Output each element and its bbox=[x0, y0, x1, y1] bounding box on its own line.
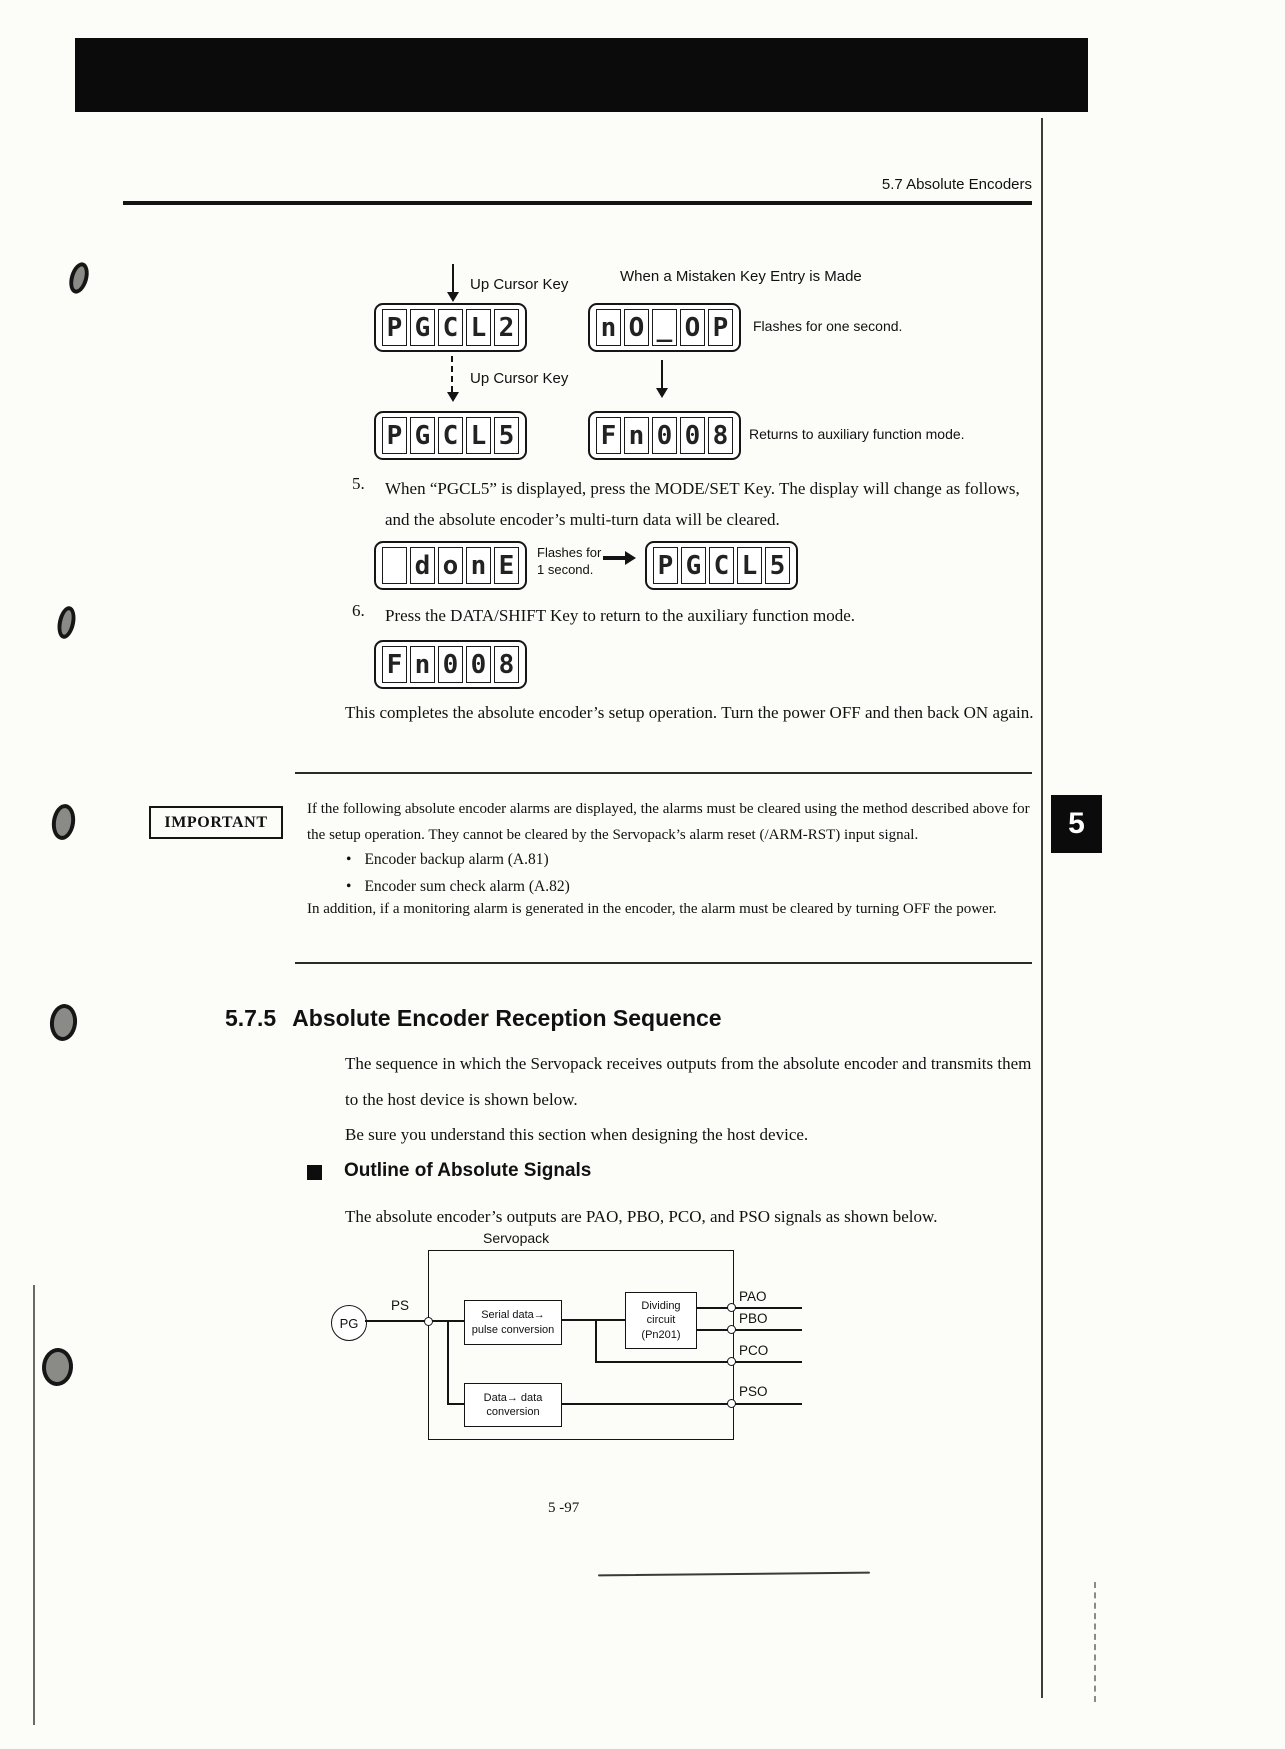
binding-artifact-3 bbox=[50, 803, 78, 842]
seven-segment-display-pgcl2 bbox=[374, 303, 527, 352]
arrow-head bbox=[625, 551, 636, 565]
connector-line-ps bbox=[365, 1320, 464, 1322]
pco-label: PCO bbox=[739, 1343, 769, 1358]
section-number: 5.7.5 bbox=[225, 1005, 277, 1031]
down-arrow-icon bbox=[446, 264, 460, 302]
bullet-text: Encoder backup alarm (A.81) bbox=[364, 851, 549, 868]
step5-text: When “PGCL5” is displayed, press the MODE/SET Key. The display will change as follows, and the absolute encoder’s multi-turn data will be cleared. bbox=[385, 479, 1020, 529]
header-rule bbox=[123, 201, 1032, 205]
connector-line-pso bbox=[562, 1403, 802, 1405]
data-box-line1: Data→ data bbox=[483, 1391, 543, 1404]
mistaken-entry-title: When a Mistaken Key Entry is Made bbox=[620, 268, 862, 285]
segment-char-cell: 5 bbox=[494, 417, 519, 454]
segment-char-cell bbox=[382, 547, 407, 584]
page-edge-line bbox=[1041, 118, 1043, 1698]
dividing-circuit-box bbox=[625, 1292, 697, 1349]
section-paragraph-1: The sequence in which the Servopack receives outputs from the absolute encoder and transmits them to the host device is shown below. bbox=[345, 1054, 1032, 1109]
bullet-text: Encoder sum check alarm (A.82) bbox=[364, 878, 570, 895]
connector-line-pco bbox=[595, 1361, 802, 1363]
segment-char-cell: F bbox=[596, 417, 621, 454]
arrow-shaft bbox=[452, 264, 454, 292]
flashes-1s-line1: Flashes for bbox=[537, 545, 602, 560]
bullet-icon: • bbox=[346, 851, 352, 868]
page-header-band bbox=[75, 38, 1088, 112]
seven-segment-display-fn008 bbox=[588, 411, 741, 460]
important-bullet-1 bbox=[346, 851, 549, 869]
step6-text: Press the DATA/SHIFT Key to return to the auxiliary function mode. bbox=[385, 606, 855, 625]
segment-char-cell: C bbox=[438, 417, 463, 454]
segment-char-cell: 2 bbox=[494, 309, 519, 346]
connector-line-branch-vert bbox=[447, 1321, 449, 1404]
segment-char-cell: O bbox=[624, 309, 649, 346]
running-header: 5.7 Absolute Encoders bbox=[881, 176, 1032, 193]
segment-char-cell: P bbox=[653, 547, 678, 584]
segment-char-cell: F bbox=[382, 646, 407, 683]
pg-encoder-node: PG bbox=[331, 1305, 367, 1341]
arrow-head bbox=[447, 392, 459, 402]
up-cursor-key-label-2: Up Cursor Key bbox=[470, 370, 569, 387]
section-paragraph-2: Be sure you understand this section when designing the host device. bbox=[345, 1125, 809, 1144]
segment-char-cell: n bbox=[596, 309, 621, 346]
subheading-square-icon bbox=[307, 1165, 322, 1180]
pao-label: PAO bbox=[739, 1289, 767, 1304]
subheading: Outline of Absolute Signals bbox=[344, 1160, 592, 1181]
serial-box-line1: Serial data→ bbox=[481, 1309, 545, 1322]
dividing-box-line1: Dividing bbox=[641, 1300, 681, 1313]
segment-char-cell: G bbox=[410, 417, 435, 454]
pso-label: PSO bbox=[739, 1384, 768, 1399]
segment-char-cell: G bbox=[410, 309, 435, 346]
seven-segment-display-fn008-2 bbox=[374, 640, 527, 689]
chapter-tab: 5 bbox=[1051, 795, 1102, 853]
important-body: If the following absolute encoder alarms are displayed, the alarms must be cleared using the method described above for the setup operation. They cannot be cleared by the Servopack’s alarm reset (/ARM-RST) input signal. bbox=[307, 801, 1030, 843]
data-box-line2: conversion bbox=[486, 1406, 540, 1418]
bullet-icon: • bbox=[346, 878, 352, 895]
important-badge: IMPORTANT bbox=[149, 806, 283, 839]
binding-artifact-5 bbox=[41, 1347, 75, 1387]
segment-char-cell: o bbox=[438, 547, 463, 584]
arrow-head bbox=[656, 388, 668, 398]
segment-char-cell: C bbox=[438, 309, 463, 346]
connector-line-pco-vert bbox=[595, 1320, 597, 1362]
segment-char-cell: n bbox=[410, 646, 435, 683]
data-conversion-box bbox=[464, 1383, 562, 1427]
up-cursor-key-label-1: Up Cursor Key bbox=[470, 276, 569, 293]
step6-number: 6. bbox=[352, 601, 365, 620]
connector-line-pao bbox=[697, 1307, 802, 1309]
binding-artifact-4 bbox=[48, 1003, 79, 1043]
scan-artifact-line bbox=[598, 1572, 870, 1577]
divider-rule-bottom bbox=[295, 962, 1032, 964]
seven-segment-display-pgcl5-2 bbox=[645, 541, 798, 590]
connector-line-pbo bbox=[697, 1329, 802, 1331]
segment-char-cell: C bbox=[709, 547, 734, 584]
segment-char-cell: P bbox=[382, 417, 407, 454]
page-number: 5 -97 bbox=[548, 1500, 580, 1516]
segment-char-cell: 8 bbox=[494, 646, 519, 683]
connector-line-branch-horiz bbox=[447, 1403, 465, 1405]
dividing-box-line2: circuit bbox=[646, 1314, 676, 1327]
closing-paragraph: This completes the absolute encoder’s setup operation. Turn the power OFF and then back ON again. bbox=[345, 703, 1034, 722]
node-pao bbox=[727, 1303, 736, 1312]
arrow-head bbox=[447, 292, 459, 302]
segment-char-cell: 0 bbox=[680, 417, 705, 454]
segment-char-cell: E bbox=[494, 547, 519, 584]
node-pso bbox=[727, 1399, 736, 1408]
segment-char-cell: 5 bbox=[765, 547, 790, 584]
segment-char-cell: 0 bbox=[466, 646, 491, 683]
seven-segment-display-no-op bbox=[588, 303, 741, 352]
step5-number: 5. bbox=[352, 474, 365, 493]
down-arrow-icon-2 bbox=[655, 360, 669, 398]
segment-char-cell: n bbox=[624, 417, 649, 454]
segment-char-cell: O bbox=[680, 309, 705, 346]
segment-char-cell: 0 bbox=[438, 646, 463, 683]
flashes-1s-line2: 1 second. bbox=[537, 561, 594, 577]
segment-char-cell: d bbox=[410, 547, 435, 584]
scan-artifact-dashes bbox=[1094, 1582, 1096, 1702]
segment-char-cell: 0 bbox=[652, 417, 677, 454]
section-heading bbox=[225, 1005, 722, 1032]
connector-line-serial-dividing bbox=[562, 1319, 625, 1321]
node-ps-input bbox=[424, 1317, 433, 1326]
segment-char-cell: n bbox=[466, 547, 491, 584]
scan-artifact-edge bbox=[33, 1285, 35, 1725]
important-bullet-2 bbox=[346, 878, 570, 896]
flashes-1s-note bbox=[537, 545, 601, 579]
servopack-title: Servopack bbox=[483, 1230, 550, 1246]
segment-char-cell: 8 bbox=[708, 417, 733, 454]
arrow-shaft bbox=[661, 360, 663, 388]
serial-to-pulse-box bbox=[464, 1300, 562, 1345]
divider-rule-top bbox=[295, 772, 1032, 774]
dividing-box-line3: (Pn201) bbox=[641, 1328, 681, 1341]
segment-char-cell: L bbox=[466, 417, 491, 454]
ps-signal-label: PS bbox=[391, 1298, 410, 1313]
segment-char-cell: G bbox=[681, 547, 706, 584]
segment-char-cell: L bbox=[737, 547, 762, 584]
segment-char-cell: _ bbox=[652, 309, 677, 346]
segment-char-cell: L bbox=[466, 309, 491, 346]
right-arrow-icon bbox=[603, 551, 636, 565]
seven-segment-display-pgcl5 bbox=[374, 411, 527, 460]
section-title: Absolute Encoder Reception Sequence bbox=[292, 1005, 722, 1031]
segment-char-cell: P bbox=[382, 309, 407, 346]
returns-aux-mode-note: Returns to auxiliary function mode. bbox=[749, 426, 965, 442]
down-arrow-dashed-icon bbox=[446, 356, 460, 402]
section-paragraph-3: The absolute encoder’s outputs are PAO, PBO, PCO, and PSO signals as shown below. bbox=[345, 1207, 938, 1226]
pbo-label: PBO bbox=[739, 1311, 768, 1326]
arrow-shaft bbox=[451, 356, 455, 392]
node-pbo bbox=[727, 1325, 736, 1334]
important-footer: In addition, if a monitoring alarm is generated in the encoder, the alarm must be cleared by turning OFF the power. bbox=[307, 901, 997, 917]
serial-box-line2: pulse conversion bbox=[471, 1323, 555, 1336]
binding-artifact-1 bbox=[66, 260, 92, 296]
binding-artifact-2 bbox=[55, 605, 78, 641]
segment-char-cell: P bbox=[708, 309, 733, 346]
seven-segment-display-done bbox=[374, 541, 527, 590]
node-pco bbox=[727, 1357, 736, 1366]
flashes-one-second-note: Flashes for one second. bbox=[753, 318, 903, 334]
arrow-shaft bbox=[603, 556, 625, 559]
